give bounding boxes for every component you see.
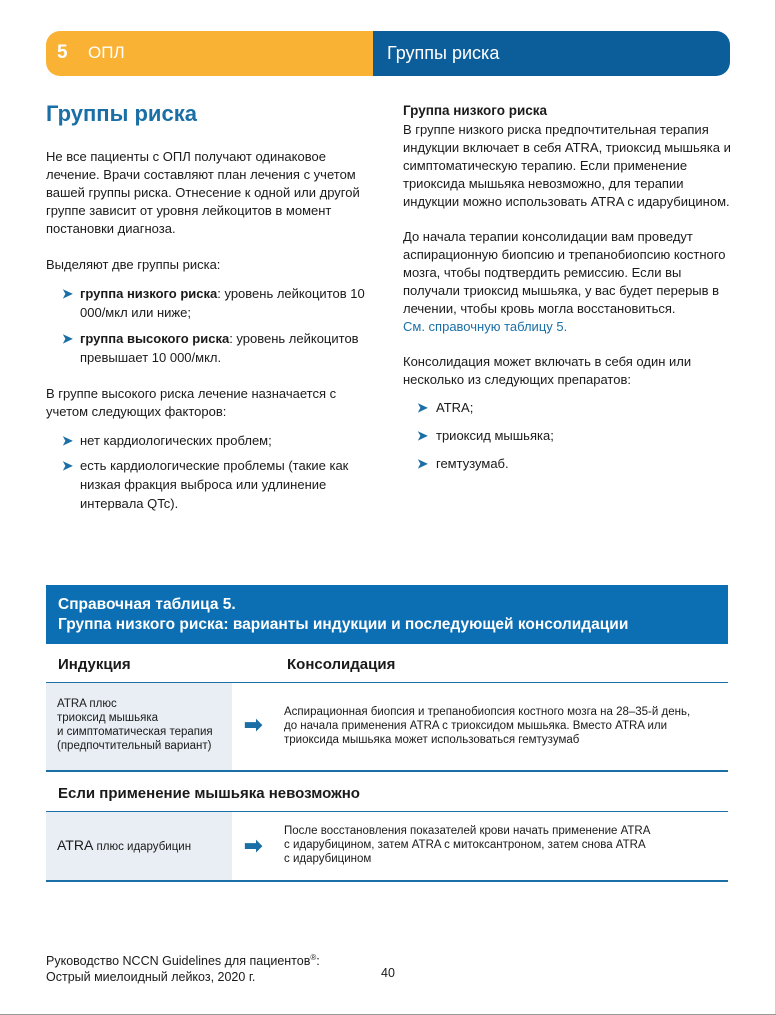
left-column <box>46 100 376 513</box>
column-header-induction: Индукция <box>58 656 131 673</box>
drug-name: гемтузумаб. <box>436 456 509 471</box>
list-item <box>46 329 376 367</box>
footer-guide-title: Руководство NCCN Guidelines для пациентов <box>46 954 311 969</box>
group-detail: : уровень лейкоцитов 10 000/мкл или ниже; <box>80 286 365 320</box>
induction-line: (предпочтительный вариант) <box>57 740 212 752</box>
chapter-number: 5 <box>57 42 68 63</box>
table-title-number: Справочная таблица 5. <box>58 596 236 613</box>
list-item <box>403 427 733 445</box>
list-item <box>46 456 376 513</box>
footer-line-2: Острый миелоидный лейкоз, 2020 г. <box>46 970 256 985</box>
column-header-row <box>46 644 728 683</box>
list-item <box>403 399 733 417</box>
reference-table <box>46 585 728 882</box>
consolidation-line: с идарубицином <box>284 853 372 865</box>
consolidation-line: до начала применения ATRA с триоксидом мышьяка. Вместо ATRA или <box>284 720 668 732</box>
factor-text: есть кардиологические проблемы (такие как низкая фракция выброса или удлинение интервала QTc). <box>80 458 349 511</box>
induction-cell <box>46 683 232 770</box>
induction-text <box>57 838 191 854</box>
page-number: 40 <box>381 966 395 980</box>
consolidation-line: Аспирационная биопсия и трепанобиопсия костного мозга на 28–35-й день, <box>284 706 691 718</box>
consolidation-prep-paragraph: До начала терапии консолидации вам проведут аспирационную биопсию и трепанобиопсию костного мозга, чтобы подтвердить ремиссию. Если вы получали триоксид мышьяка, у вас будет перерыв в лечении, чтобы кровь могла восстановиться. <box>403 229 726 316</box>
chapter-tab <box>46 31 373 76</box>
page-title: Группы риска <box>46 101 197 126</box>
risk-group-list <box>46 284 376 367</box>
induction-line: ATRA плюс <box>57 698 117 710</box>
consolidation-line: триоксида мышьяка может использоваться гемтузумаб <box>284 734 580 746</box>
factor-list <box>46 431 376 513</box>
right-column <box>403 102 733 473</box>
footer-line-1 <box>46 950 320 969</box>
low-risk-heading: Группа низкого риска <box>403 103 548 118</box>
column-header-consolidation: Консолидация <box>287 656 396 673</box>
group-name: группа высокого риска <box>80 331 230 346</box>
induction-drug-detail: плюс идарубицин <box>93 841 192 853</box>
chevron-right-icon: ➤ <box>62 331 73 346</box>
arrow-right-icon: ➡ <box>244 833 263 858</box>
section-label: Если применение мышьяка невозможно <box>58 785 360 802</box>
consolidation-line: После восстановления показателей крови начать применение ATRA <box>284 825 651 837</box>
high-risk-intro: В группе высокого риска лечение назначается с учетом следующих факторов: <box>46 386 337 419</box>
footer-citation <box>46 950 320 985</box>
footer-colon: : <box>316 954 320 969</box>
chapter-name: ОПЛ <box>88 43 125 62</box>
induction-line: и симптоматическая терапия <box>57 726 213 738</box>
table-title: Группа низкого риска: варианты индукции и последующей консолидации <box>58 616 629 633</box>
section-tab <box>373 31 730 76</box>
consolidation-line: с идарубицином, затем ATRA с митоксантроном, затем снова ATRA <box>284 839 646 851</box>
induction-cell <box>46 812 232 880</box>
factor-text: нет кардиологических проблем; <box>80 433 272 448</box>
table-header <box>46 585 728 644</box>
list-item <box>46 284 376 322</box>
induction-line: триоксид мышьяка <box>57 712 159 724</box>
registered-mark: ® <box>310 953 317 962</box>
table-row <box>46 683 728 772</box>
induction-drug: ATRA <box>57 837 94 853</box>
drug-name: ATRA; <box>436 400 474 415</box>
table-row <box>46 812 728 882</box>
reference-link[interactable]: См. справочную таблицу 5. <box>403 319 568 334</box>
table-section-row <box>46 772 728 812</box>
intro-paragraph: Не все пациенты с ОПЛ получают одинаковое лечение. Врачи составляют план лечения с учетом вашей группы риска. Отнесение к одной или другой группе зависит от уровня лейкоцитов в момент постановки диагноза. <box>46 149 360 236</box>
consolidation-intro: Консолидация может включать в себя один или несколько из следующих препаратов: <box>403 354 692 387</box>
drug-list <box>403 399 733 473</box>
list-item <box>46 431 376 450</box>
arrow-right-icon: ➡ <box>244 712 263 737</box>
list-item <box>403 455 733 473</box>
two-groups-text: Выделяют две группы риска: <box>46 257 221 272</box>
chevron-right-icon: ➤ <box>62 458 73 473</box>
group-name: группа низкого риска <box>80 286 218 301</box>
chevron-right-icon: ➤ <box>62 433 73 448</box>
chevron-right-icon: ➤ <box>417 428 428 443</box>
chapter-banner <box>46 31 730 76</box>
chevron-right-icon: ➤ <box>417 400 428 415</box>
chevron-right-icon: ➤ <box>62 286 73 301</box>
section-title: Группы риска <box>387 43 500 63</box>
group-detail: : уровень лейкоцитов превышает 10 000/мкл. <box>80 331 359 365</box>
drug-name: триоксид мышьяка; <box>436 428 554 443</box>
low-risk-paragraph: В группе низкого риска предпочтительная терапия индукции включает в себя ATRA, триоксид мышьяка и симптоматическую терапию. Если применение триоксида мышьяка невозможно, для терапии индукции можно использовать ATRA с идарубицином. <box>403 122 731 209</box>
chevron-right-icon: ➤ <box>417 456 428 471</box>
